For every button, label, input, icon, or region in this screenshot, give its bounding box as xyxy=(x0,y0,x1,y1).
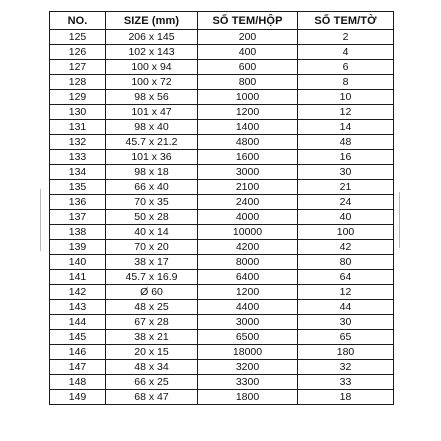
table-row xyxy=(50,225,394,240)
table-row xyxy=(50,45,394,60)
table-row xyxy=(50,60,394,75)
cell-labels-per-sheet: 40 xyxy=(298,210,394,225)
cell-labels-per-box: 2100 xyxy=(198,180,298,195)
cell-labels-per-box: 6500 xyxy=(198,330,298,345)
scan-edge-left xyxy=(40,189,41,251)
table-row xyxy=(50,390,394,405)
cell-labels-per-sheet: 64 xyxy=(298,270,394,285)
cell-no: 145 xyxy=(50,330,106,345)
header-size: SIZE (mm) xyxy=(106,12,198,30)
cell-no: 142 xyxy=(50,285,106,300)
cell-labels-per-box: 600 xyxy=(198,60,298,75)
cell-labels-per-box: 8000 xyxy=(198,255,298,270)
cell-labels-per-sheet: 32 xyxy=(298,360,394,375)
cell-no: 139 xyxy=(50,240,106,255)
cell-labels-per-box: 6400 xyxy=(198,270,298,285)
cell-size: 67 x 28 xyxy=(106,315,198,330)
cell-labels-per-sheet: 48 xyxy=(298,135,394,150)
cell-labels-per-box: 10000 xyxy=(198,225,298,240)
cell-labels-per-box: 3000 xyxy=(198,315,298,330)
cell-no: 133 xyxy=(50,150,106,165)
cell-labels-per-sheet: 100 xyxy=(298,225,394,240)
table-row xyxy=(50,345,394,360)
table-header-row xyxy=(50,12,394,30)
cell-size: 66 x 25 xyxy=(106,375,198,390)
cell-size: 100 x 72 xyxy=(106,75,198,90)
cell-labels-per-box: 1400 xyxy=(198,120,298,135)
cell-labels-per-box: 3200 xyxy=(198,360,298,375)
cell-labels-per-sheet: 4 xyxy=(298,45,394,60)
cell-no: 144 xyxy=(50,315,106,330)
cell-size: 48 x 25 xyxy=(106,300,198,315)
cell-size: 98 x 56 xyxy=(106,90,198,105)
cell-labels-per-box: 1200 xyxy=(198,285,298,300)
cell-no: 134 xyxy=(50,165,106,180)
cell-size: 40 x 14 xyxy=(106,225,198,240)
cell-labels-per-sheet: 44 xyxy=(298,300,394,315)
cell-no: 149 xyxy=(50,390,106,405)
cell-labels-per-sheet: 6 xyxy=(298,60,394,75)
label-size-table xyxy=(49,11,394,405)
cell-no: 132 xyxy=(50,135,106,150)
cell-no: 131 xyxy=(50,120,106,135)
cell-labels-per-box: 800 xyxy=(198,75,298,90)
table-body xyxy=(50,30,394,405)
table-row xyxy=(50,315,394,330)
cell-labels-per-box: 4400 xyxy=(198,300,298,315)
cell-labels-per-box: 1200 xyxy=(198,105,298,120)
table-row xyxy=(50,120,394,135)
cell-labels-per-box: 4200 xyxy=(198,240,298,255)
cell-size: 38 x 21 xyxy=(106,330,198,345)
cell-no: 125 xyxy=(50,30,106,45)
table-row xyxy=(50,75,394,90)
cell-size: 68 x 47 xyxy=(106,390,198,405)
cell-size: 101 x 47 xyxy=(106,105,198,120)
cell-size: 38 x 17 xyxy=(106,255,198,270)
cell-no: 129 xyxy=(50,90,106,105)
cell-labels-per-sheet: 80 xyxy=(298,255,394,270)
cell-labels-per-box: 1800 xyxy=(198,390,298,405)
table-row xyxy=(50,330,394,345)
cell-labels-per-sheet: 8 xyxy=(298,75,394,90)
cell-no: 140 xyxy=(50,255,106,270)
table-row xyxy=(50,30,394,45)
cell-labels-per-sheet: 33 xyxy=(298,375,394,390)
table-row xyxy=(50,255,394,270)
cell-labels-per-box: 200 xyxy=(198,30,298,45)
cell-labels-per-sheet: 16 xyxy=(298,150,394,165)
table-row xyxy=(50,300,394,315)
cell-labels-per-box: 3300 xyxy=(198,375,298,390)
cell-labels-per-box: 4000 xyxy=(198,210,298,225)
table-row xyxy=(50,285,394,300)
cell-size: 48 x 34 xyxy=(106,360,198,375)
table-row xyxy=(50,180,394,195)
table-row xyxy=(50,270,394,285)
table-row xyxy=(50,105,394,120)
cell-labels-per-sheet: 10 xyxy=(298,90,394,105)
cell-labels-per-sheet: 12 xyxy=(298,105,394,120)
cell-size: 45.7 x 21.2 xyxy=(106,135,198,150)
cell-labels-per-sheet: 42 xyxy=(298,240,394,255)
cell-labels-per-sheet: 12 xyxy=(298,285,394,300)
cell-no: 127 xyxy=(50,60,106,75)
cell-no: 137 xyxy=(50,210,106,225)
scan-edge-right xyxy=(399,192,400,248)
header-labels-per-sheet: SỐ TEM/TỜ xyxy=(298,12,394,30)
cell-no: 136 xyxy=(50,195,106,210)
table-row xyxy=(50,210,394,225)
cell-no: 126 xyxy=(50,45,106,60)
cell-labels-per-box: 18000 xyxy=(198,345,298,360)
cell-size: 102 x 143 xyxy=(106,45,198,60)
cell-no: 135 xyxy=(50,180,106,195)
table-row xyxy=(50,360,394,375)
cell-no: 138 xyxy=(50,225,106,240)
cell-labels-per-sheet: 180 xyxy=(298,345,394,360)
cell-no: 148 xyxy=(50,375,106,390)
cell-no: 146 xyxy=(50,345,106,360)
cell-labels-per-sheet: 65 xyxy=(298,330,394,345)
cell-size: 98 x 40 xyxy=(106,120,198,135)
cell-no: 147 xyxy=(50,360,106,375)
table-row xyxy=(50,375,394,390)
cell-labels-per-box: 3000 xyxy=(198,165,298,180)
cell-no: 128 xyxy=(50,75,106,90)
header-no: NO. xyxy=(50,12,106,30)
cell-labels-per-box: 2400 xyxy=(198,195,298,210)
cell-size: 50 x 28 xyxy=(106,210,198,225)
cell-labels-per-box: 1600 xyxy=(198,150,298,165)
cell-no: 141 xyxy=(50,270,106,285)
cell-size: 70 x 35 xyxy=(106,195,198,210)
cell-labels-per-sheet: 21 xyxy=(298,180,394,195)
cell-size: 20 x 15 xyxy=(106,345,198,360)
cell-size: Ø 60 xyxy=(106,285,198,300)
cell-labels-per-sheet: 24 xyxy=(298,195,394,210)
cell-labels-per-sheet: 14 xyxy=(298,120,394,135)
cell-size: 70 x 20 xyxy=(106,240,198,255)
table-row xyxy=(50,90,394,105)
table-row xyxy=(50,150,394,165)
cell-labels-per-box: 400 xyxy=(198,45,298,60)
cell-size: 66 x 40 xyxy=(106,180,198,195)
cell-labels-per-box: 4800 xyxy=(198,135,298,150)
cell-size: 206 x 145 xyxy=(106,30,198,45)
cell-labels-per-sheet: 18 xyxy=(298,390,394,405)
cell-labels-per-box: 1000 xyxy=(198,90,298,105)
table-row xyxy=(50,165,394,180)
cell-labels-per-sheet: 2 xyxy=(298,30,394,45)
cell-size: 100 x 94 xyxy=(106,60,198,75)
cell-no: 130 xyxy=(50,105,106,120)
table-row xyxy=(50,135,394,150)
header-labels-per-box: SỐ TEM/HỘP xyxy=(198,12,298,30)
cell-size: 101 x 36 xyxy=(106,150,198,165)
table-row xyxy=(50,240,394,255)
cell-size: 98 x 18 xyxy=(106,165,198,180)
cell-labels-per-sheet: 30 xyxy=(298,315,394,330)
cell-no: 143 xyxy=(50,300,106,315)
table-row xyxy=(50,195,394,210)
cell-labels-per-sheet: 30 xyxy=(298,165,394,180)
cell-size: 45.7 x 16.9 xyxy=(106,270,198,285)
